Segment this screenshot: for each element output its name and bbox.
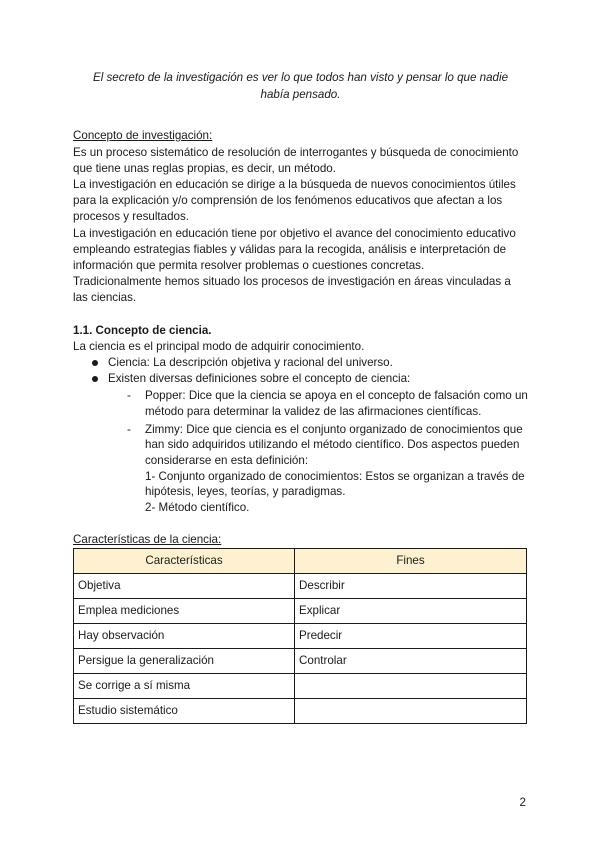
document-page [73,70,528,724]
table-cell: Describir [295,573,527,598]
table-cell: Explicar [295,598,527,623]
dash-text: Popper: Dice que la ciencia se apoya en el concepto de falsación como un método para determinar la validez de las afirmaciones científicas. [145,389,528,418]
table-row [74,598,527,623]
bullet-item-ciencia [73,355,528,371]
table-row [74,623,527,648]
page-number: 2 [519,796,526,809]
bullet-text: Existen diversas definiciones sobre el concepto de ciencia: [108,371,411,385]
table-cell: Se corrige a sí misma [74,673,295,698]
table-cell: Emplea mediciones [74,598,295,623]
quote-line-2: había pensado. [260,87,341,101]
zimmy-point-1: 1- Conjunto organizado de conocimientos: Estos se organizan a través de hipótesis, leyes, teorías, y paradigmas. [145,469,525,499]
table-cell: Hay observación [74,623,295,648]
column-header-caracteristicas: Características [74,548,295,573]
dash-list [73,388,528,516]
paragraph: Tradicionalmente hemos situado los procesos de investigación en áreas vinculadas a las ciencias. [73,275,511,305]
table-cell [295,698,527,723]
table-cell [295,673,527,698]
section-intro: La ciencia es el principal modo de adquirir conocimiento. [73,340,365,354]
table-row [74,673,527,698]
table-cell: Controlar [295,648,527,673]
table-cell: Objetiva [74,573,295,598]
dash-marker: - [127,389,131,403]
paragraph: La investigación en educación se dirige a la búsqueda de nuevos conocimientos útiles para la explicación y/o comprensión de los fenómenos educativos que afectan a los procesos y resultados. [73,177,516,224]
bullet-text: Ciencia: La descripción objetiva y racional del universo. [108,356,393,370]
concepto-investigacion-heading: Concepto de investigación: [73,129,213,142]
column-header-fines: Fines [295,548,527,573]
table-row [74,698,527,723]
table-cell: Predecir [295,623,527,648]
epigraph-quote [73,70,528,103]
table-row [74,573,527,598]
dash-item-zimmy [73,422,528,516]
table-cell: Estudio sistemático [74,698,295,723]
quote-line-1: El secreto de la investigación es ver lo que todos han visto y pensar lo que nadie [92,71,509,84]
table-row [74,648,527,673]
bullet-item-definiciones [73,371,528,387]
dash-text: Zimmy: Dice que ciencia es el conjunto organizado de conocimientos que han sido adquiridos utilizando el método científico. Dos aspectos pueden considerarse en esta definición: [145,422,523,468]
caracteristicas-table [73,548,527,724]
dash-item-popper [73,388,528,419]
bullet-list [73,355,528,386]
dash-marker: - [127,422,131,436]
caracteristicas-heading: Características de la ciencia: [73,532,222,546]
table-cell: Persigue la generalización [74,648,295,673]
zimmy-point-2: 2- Método científico. [145,501,250,515]
paragraph: La investigación en educación tiene por objetivo el avance del conocimiento educativo empleando estrategias fiables y válidas para la recogida, análisis e interpretación de información que permita resolver problemas o cuestiones concretas. [73,226,516,272]
paragraph: Es un proceso sistemático de resolución de interrogantes y búsqueda de conocimiento que tiene unas reglas propias, es decir, un método. [73,145,519,175]
section-title: 1.1. Concepto de ciencia. [73,323,212,337]
table-header-row [74,548,527,573]
